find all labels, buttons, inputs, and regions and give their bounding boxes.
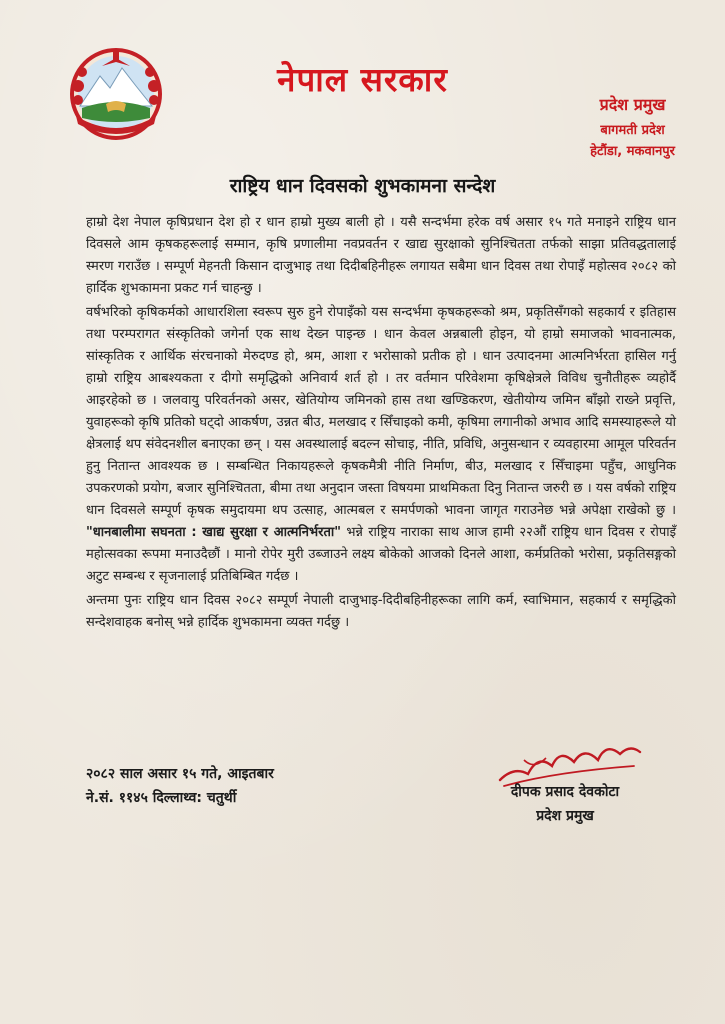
- signer-title: प्रदेश प्रमुख: [536, 808, 594, 824]
- paragraph-2: [86, 302, 676, 588]
- government-title: नेपाल सरकार: [277, 60, 448, 99]
- signer-name: दीपक प्रसाद देवकोटा: [510, 784, 620, 800]
- signer-block: [480, 780, 650, 828]
- date-bs: २०८२ साल असार १५ गते, आइतबार: [86, 766, 274, 782]
- national-slogan: "धानबालीमा सघनता : खाद्य सुरक्षा र आत्मनिर्भरता": [86, 525, 342, 540]
- message-title: राष्ट्रिय धान दिवसको शुभकामना सन्देश: [229, 175, 496, 197]
- message-body: [86, 212, 676, 634]
- date-block: [86, 762, 274, 810]
- office-title: प्रदेश प्रमुख: [599, 95, 666, 114]
- office-block: [590, 94, 675, 162]
- paragraph-3: अन्तमा पुनः राष्ट्रिय धान दिवस २०८२ सम्पूर्ण नेपाली दाजुभाइ-दिदीबहिनीहरूका लागि कर्म, स्वाभिमान, सहकार्य र समृद्धिको सन्देशवाहक बनोस् भन्ने हार्दिक शुभकामना व्यक्त गर्दछु ।: [86, 593, 676, 630]
- office-location: हेटौंडा, मकवानपुर: [590, 144, 675, 159]
- date-ns: ने.सं. ११४५ दिल्लाथ्व: चतुर्थी: [86, 790, 237, 806]
- paragraph-2-end: भन्ने राष्ट्रिय नाराका साथ आज हामी २२औं राष्ट्रिय धान दिवस र रोपाइँ महोत्सवका रूपमा मनाउदैछौं । मानो रोपेर मुरी उब्जाउने लक्ष्य बोकेको आजको दिनले आशा, कर्मप्रतिको भरोसा, प्रकृतिसङ्गको अटुट सम्बन्ध र सृजनालाई प्रतिबिम्बित गर्दछ ।: [86, 525, 676, 584]
- paragraph-2-main: वर्षभरिको कृषिकर्मको आधारशिला स्वरूप सुरु हुने रोपाइँको यस सन्दर्भमा कृषकहरूको श्रम, प्रकृतिसँगको सहकार्य र इतिहास तथा परम्परागत संस्कृतिको जगेर्ना एक साथ देख्न पाइन्छ । धान केवल अन्नबाली होइन, यो हाम्रो समाजको भावनात्मक, सांस्कृतिक र आर्थिक संरचनाको मेरुदण्ड हो, श्रम, आशा र भरोसाको प्रतीक हो । धान उत्पादनमा आत्मनिर्भरता हासिल गर्नु हाम्रो राष्ट्रिय आबश्यकता र दीगो समृद्धिको अनिवार्य शर्त हो । तर वर्तमान परिवेशमा कृषिक्षेत्रले विविध चुनौतीहरू व्यहोर्दै आइरहेको छ । जलवायु परिवर्तनको असर, खेतियोग्य जमिनको हास तथा खण्डिकरण, खेतीयोग्य जमिन बाँझो राख्ने प्रवृत्ति, युवाहरूको कृषि प्रतिको घट्दो आकर्षण, उन्नत बीउ, मलखाद र सिँचाइको कमी, कृषिमा लगानीको अभाव आदि समस्याहरूले यो क्षेत्रलाई थप संवेदनशील बनाएका छन् । यस अवस्थालाई बदल्न सोचाइ, नीति, प्रविधि, अनुसन्धान र व्यवहारमा आमूल परिवर्तन हुनु नितान्त आवश्यक छ । सम्बन्धित निकायहरूले कृषकमैत्री नीति निर्माण, बीउ, मलखाद र सिँचाइमा पहुँच, आधुनिक उपकरणको प्रयोग, बजार सुनिश्चितता, बीमा तथा अनुदान जस्ता विषयमा प्राथमिकता दिनु नितान्त जरुरी छ । यस वर्षको राष्ट्रिय धान दिवसले सम्पूर्ण कृषक समुदायमा थप उत्साह, आत्मबल र समर्पणको भावना जागृत गराउनेछ भन्ने अपेक्षा राखेको छु ।: [86, 305, 676, 518]
- paragraph-1: हाम्रो देश नेपाल कृषिप्रधान देश हो र धान हाम्रो मुख्य बाली हो । यसै सन्दर्भमा हरेक वर्ष असार १५ गते मनाइने राष्ट्रिय धान दिवसले आम कृषकहरूलाई सम्मान, कृषि प्रणालीमा नवप्रवर्तन र खाद्य सुरक्षाको सुनिश्चितता तर्फको साझा प्रतिवद्धतालाई स्मरण गराउँछ । सम्पूर्ण मेहनती किसान दाजुभाइ तथा दिदीबहिनीहरू लगायत सबैमा धान दिवस तथा रोपाइँ महोत्सव २०८२ को हार्दिक शुभकामना प्रकट गर्न चाहन्छु ।: [86, 215, 676, 296]
- province-name: बागमती प्रदेश: [600, 123, 665, 138]
